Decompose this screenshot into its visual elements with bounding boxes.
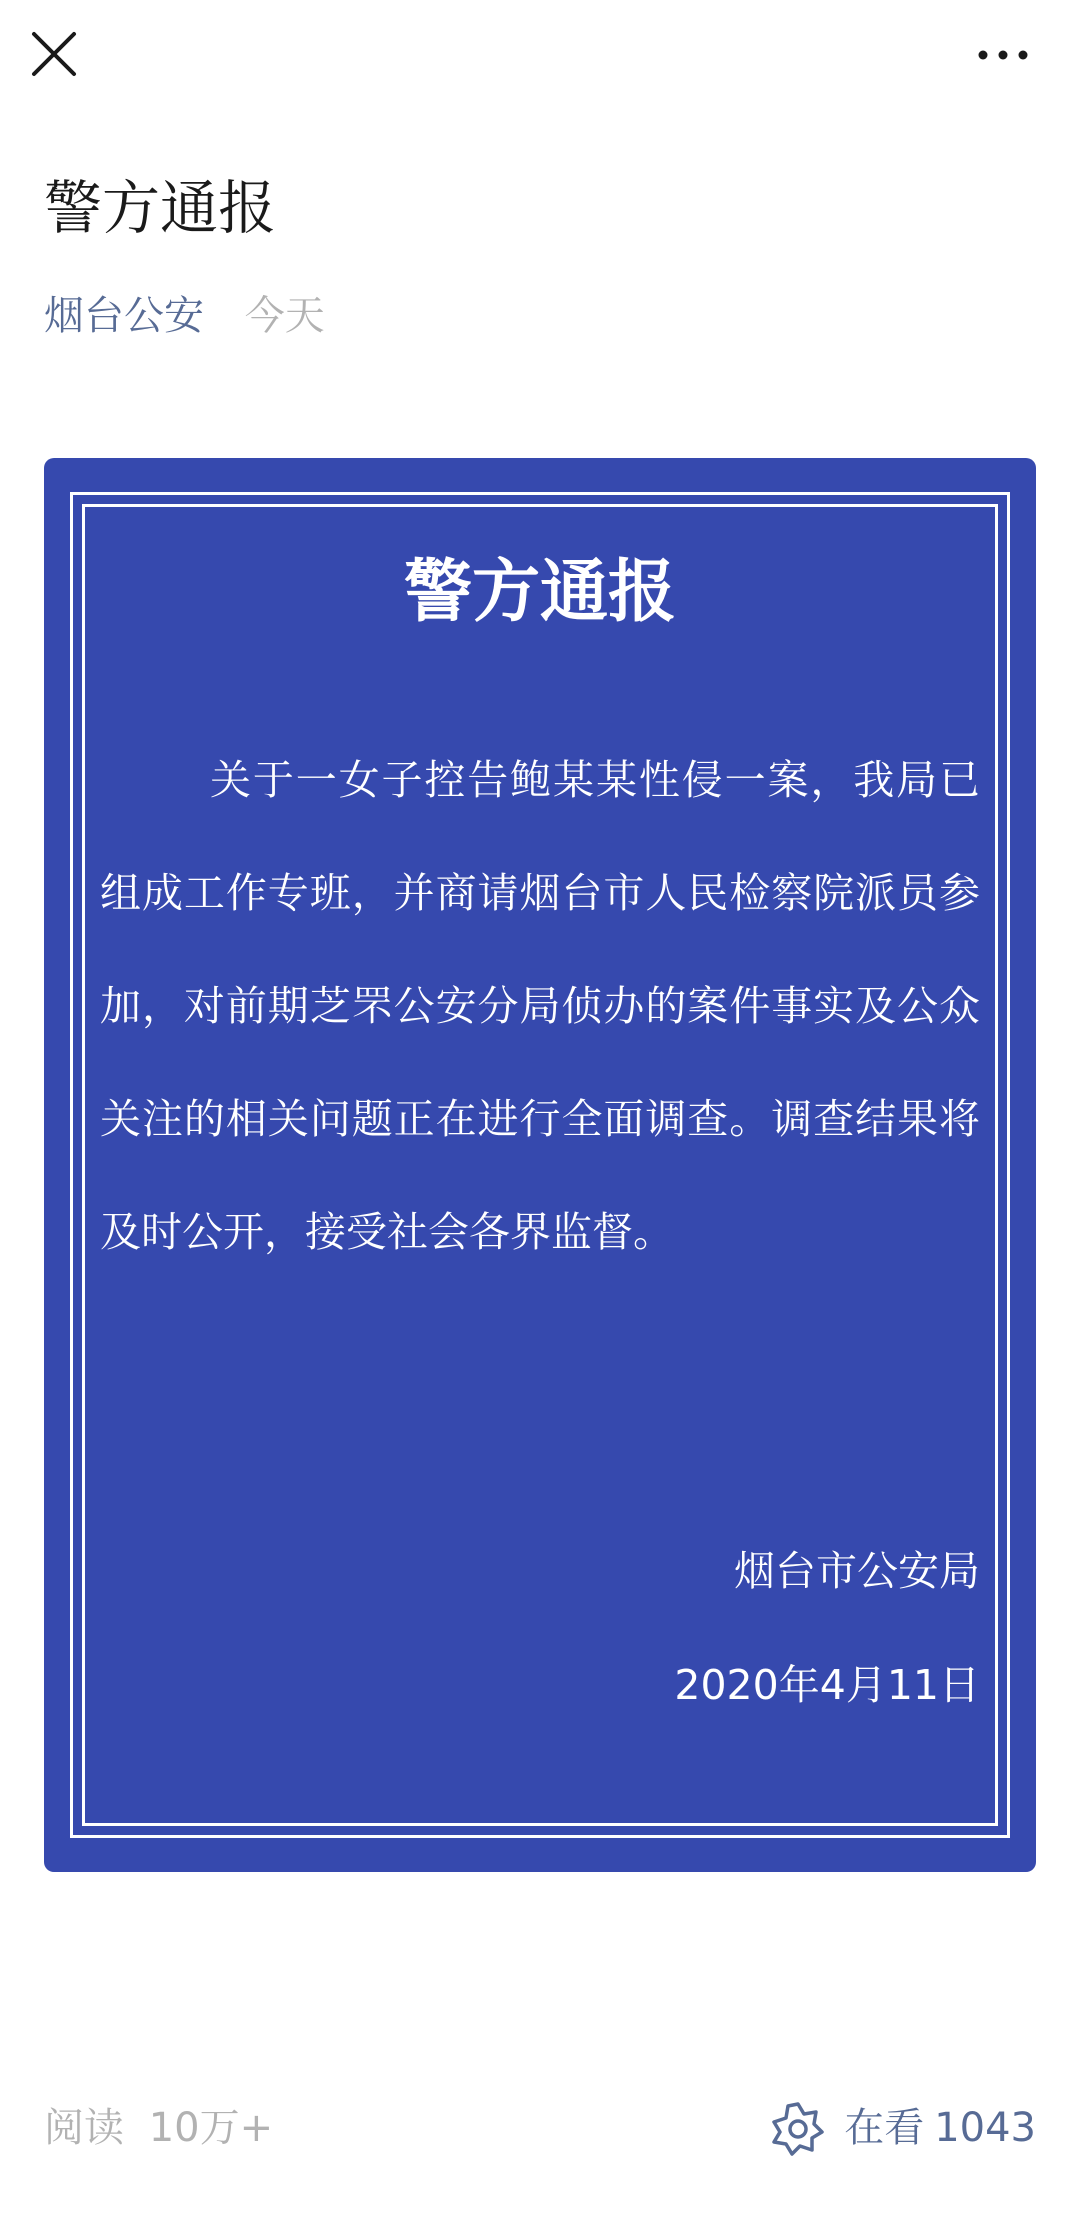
- watching-count: 1043: [934, 2105, 1036, 2151]
- read-count: [44, 2098, 273, 2158]
- top-bar: [0, 0, 1080, 110]
- article-title: 警方通报: [44, 174, 277, 242]
- notice-issuer: 烟台市公安局: [734, 1547, 980, 1595]
- reads-count: 10万+: [148, 2105, 274, 2151]
- notice-heading: 警方通报: [403, 553, 676, 632]
- watching-label: 在看: [844, 2105, 925, 2151]
- notice-date: 2020年4月11日: [674, 1661, 980, 1709]
- close-button[interactable]: [26, 26, 82, 82]
- publish-date: 今天: [244, 293, 325, 339]
- more-horizontal-icon: [968, 30, 1038, 80]
- more-button[interactable]: [968, 30, 1038, 80]
- reads-label: 阅读: [44, 2105, 124, 2151]
- notice-body: 关于一女子控告鲍某某性侵一案，我局已组成工作专班，并商请烟台市人民检察院派员参加，对前期芝罘公安分局侦办的案件事实及公众关注的相关问题正在进行全面调查。调查结果将及时公开，接受社会各界监督。: [100, 756, 980, 1256]
- notice-image[interactable]: [44, 458, 1036, 1872]
- close-icon: [26, 26, 82, 82]
- wow-star-icon: [770, 2100, 826, 2156]
- watching-button[interactable]: [770, 2098, 1036, 2158]
- article-meta: [44, 286, 325, 346]
- author-link[interactable]: 烟台公安: [44, 293, 204, 339]
